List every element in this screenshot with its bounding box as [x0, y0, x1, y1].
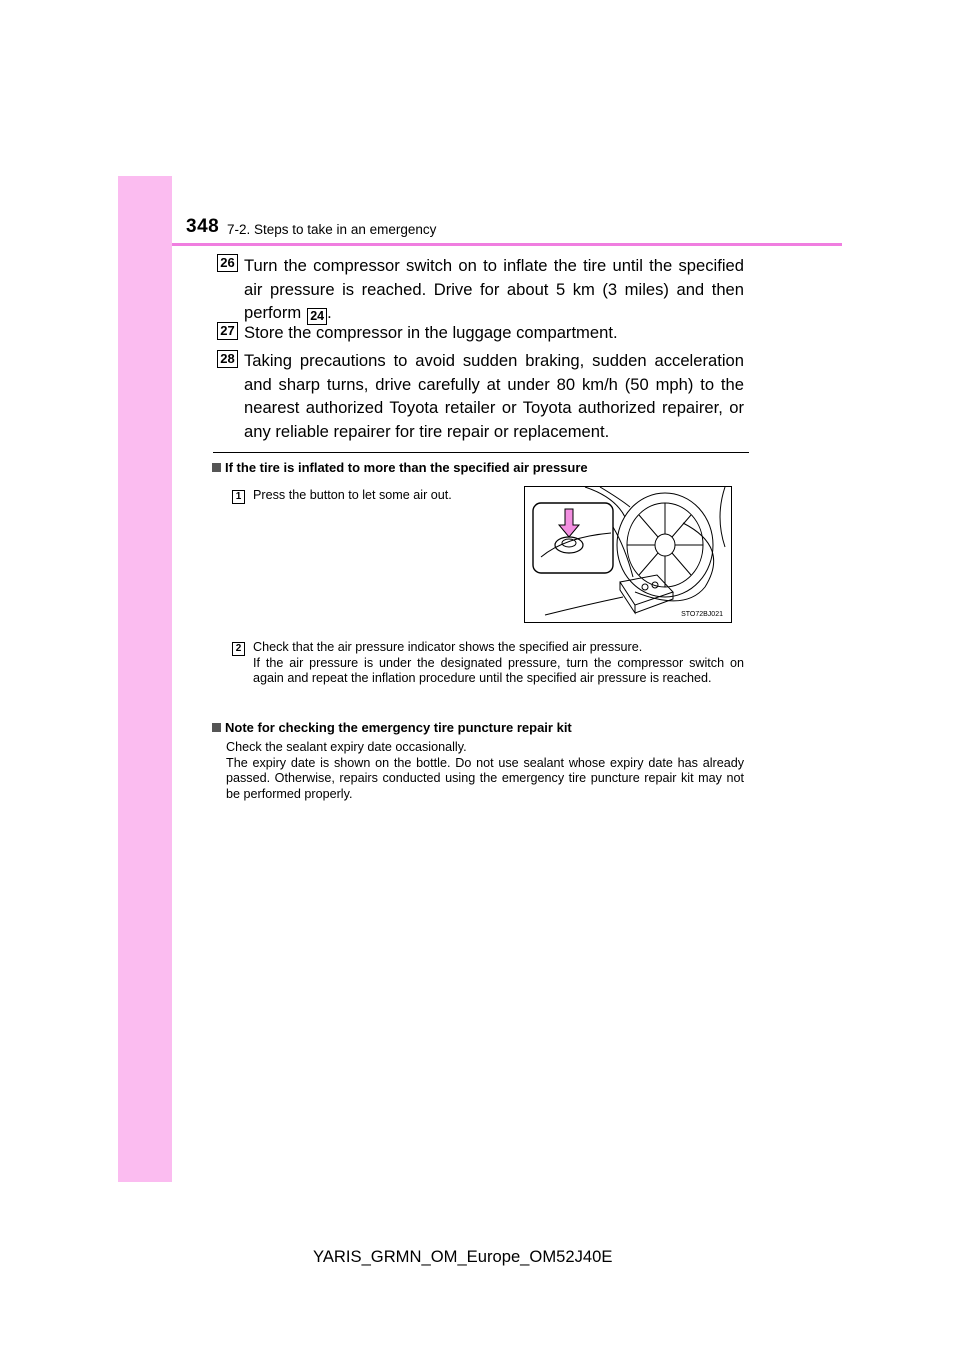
section-title: 7-2. Steps to take in an emergency [227, 222, 437, 237]
step-badge-26: 26 [217, 254, 238, 272]
tire-compressor-drawing [525, 487, 732, 623]
note-title: If the tire is inflated to more than the specified air pressure [225, 460, 588, 475]
substep-2-text [253, 640, 744, 687]
step-26-text [244, 254, 744, 325]
header-rule [172, 243, 842, 246]
note-title: Note for checking the emergency tire puncture repair kit [225, 720, 572, 735]
figure-code: STO72BJ021 [681, 611, 723, 618]
compressor-release-illustration [524, 486, 732, 623]
step-27-text: Store the compressor in the luggage compartment. [244, 323, 618, 342]
substep-2-line-1: Check that the air pressure indicator shows the specified air pressure. [253, 640, 643, 654]
note-heading-overinflation [212, 460, 588, 475]
step-26-body: Turn the compressor switch on to inflate the tire until the specified air pressure is reached. Drive for about 5 km (3 miles) and then perform [244, 256, 744, 322]
step-ref-badge-24: 24 [307, 308, 327, 325]
substep-badge-1: 1 [232, 490, 245, 504]
substep-1-text: Press the button to let some air out. [253, 488, 452, 502]
step-badge-28: 28 [217, 350, 238, 368]
step-28-text: Taking precautions to avoid sudden braking, sudden acceleration and sharp turns, drive carefully at under 80 km/h (50 mph) to the nearest authorized Toyota retailer or Toyota authorized repairer, or any reliable repairer for tire repair or replacement. [244, 351, 744, 441]
note-2-text [226, 740, 744, 802]
step-26-period: . [327, 303, 332, 322]
bullet-square-icon [212, 463, 221, 472]
substep-2-line-2: If the air pressure is under the designated pressure, turn the compressor switch on again and repeat the inflation procedure until the specified air pressure is reached. [253, 655, 744, 686]
note-2-line-1: Check the sealant expiry date occasionally. [226, 740, 467, 754]
bullet-square-icon [212, 723, 221, 732]
note-2-line-2: The expiry date is shown on the bottle. Do not use sealant whose expiry date has already passed. Otherwise, repairs conducted using the emergency tire puncture repair kit may not be performed properly. [226, 755, 744, 801]
page-number: 348 [186, 216, 220, 237]
document-footer: YARIS_GRMN_OM_Europe_OM52J40E [313, 1247, 613, 1266]
note-heading-kit-check [212, 720, 572, 735]
section-divider [213, 452, 749, 453]
side-tab [118, 176, 172, 1182]
substep-badge-2: 2 [232, 642, 245, 656]
step-badge-27: 27 [217, 322, 238, 340]
